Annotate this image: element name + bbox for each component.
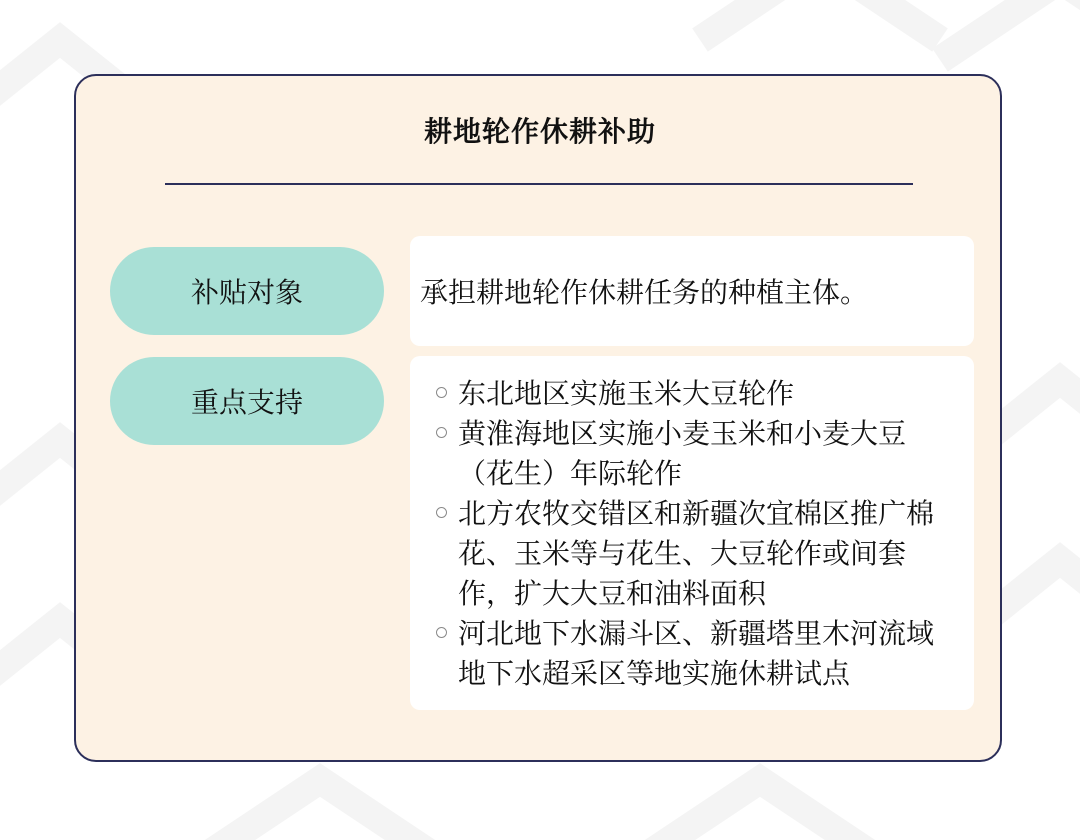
list-item-text: 河北地下水漏斗区、新疆塔里木河流域地下水超采区等地实施休耕试点 [458, 617, 935, 690]
content-key-support [410, 356, 974, 710]
list-item-text: 黄淮海地区实施小麦玉米和小麦大豆（花生）年际轮作 [458, 417, 907, 490]
list-item-text: 北方农牧交错区和新疆次宜棉区推广棉花、玉米等与花生、大豆轮作或间套作，扩大大豆和油料面积 [458, 497, 935, 610]
content-subsidy-target-text: 承担耕地轮作休耕任务的种植主体。 [420, 276, 869, 309]
label-subsidy-target-text: 补贴对象 [190, 276, 303, 309]
title-divider [165, 183, 913, 185]
content-subsidy-target [410, 236, 974, 346]
card-title: 耕地轮作休耕补助 [423, 115, 656, 148]
key-support-list [434, 374, 960, 694]
list-item [434, 374, 960, 414]
hollow-circle-icon [436, 627, 447, 638]
hollow-circle-icon [436, 507, 447, 518]
list-item [434, 614, 960, 694]
list-item-text: 东北地区实施玉米大豆轮作 [458, 377, 795, 410]
list-item [434, 494, 960, 614]
list-item [434, 414, 960, 494]
label-subsidy-target [110, 247, 384, 335]
hollow-circle-icon [436, 387, 447, 398]
label-key-support [110, 357, 384, 445]
label-key-support-text: 重点支持 [190, 386, 303, 419]
hollow-circle-icon [436, 427, 447, 438]
